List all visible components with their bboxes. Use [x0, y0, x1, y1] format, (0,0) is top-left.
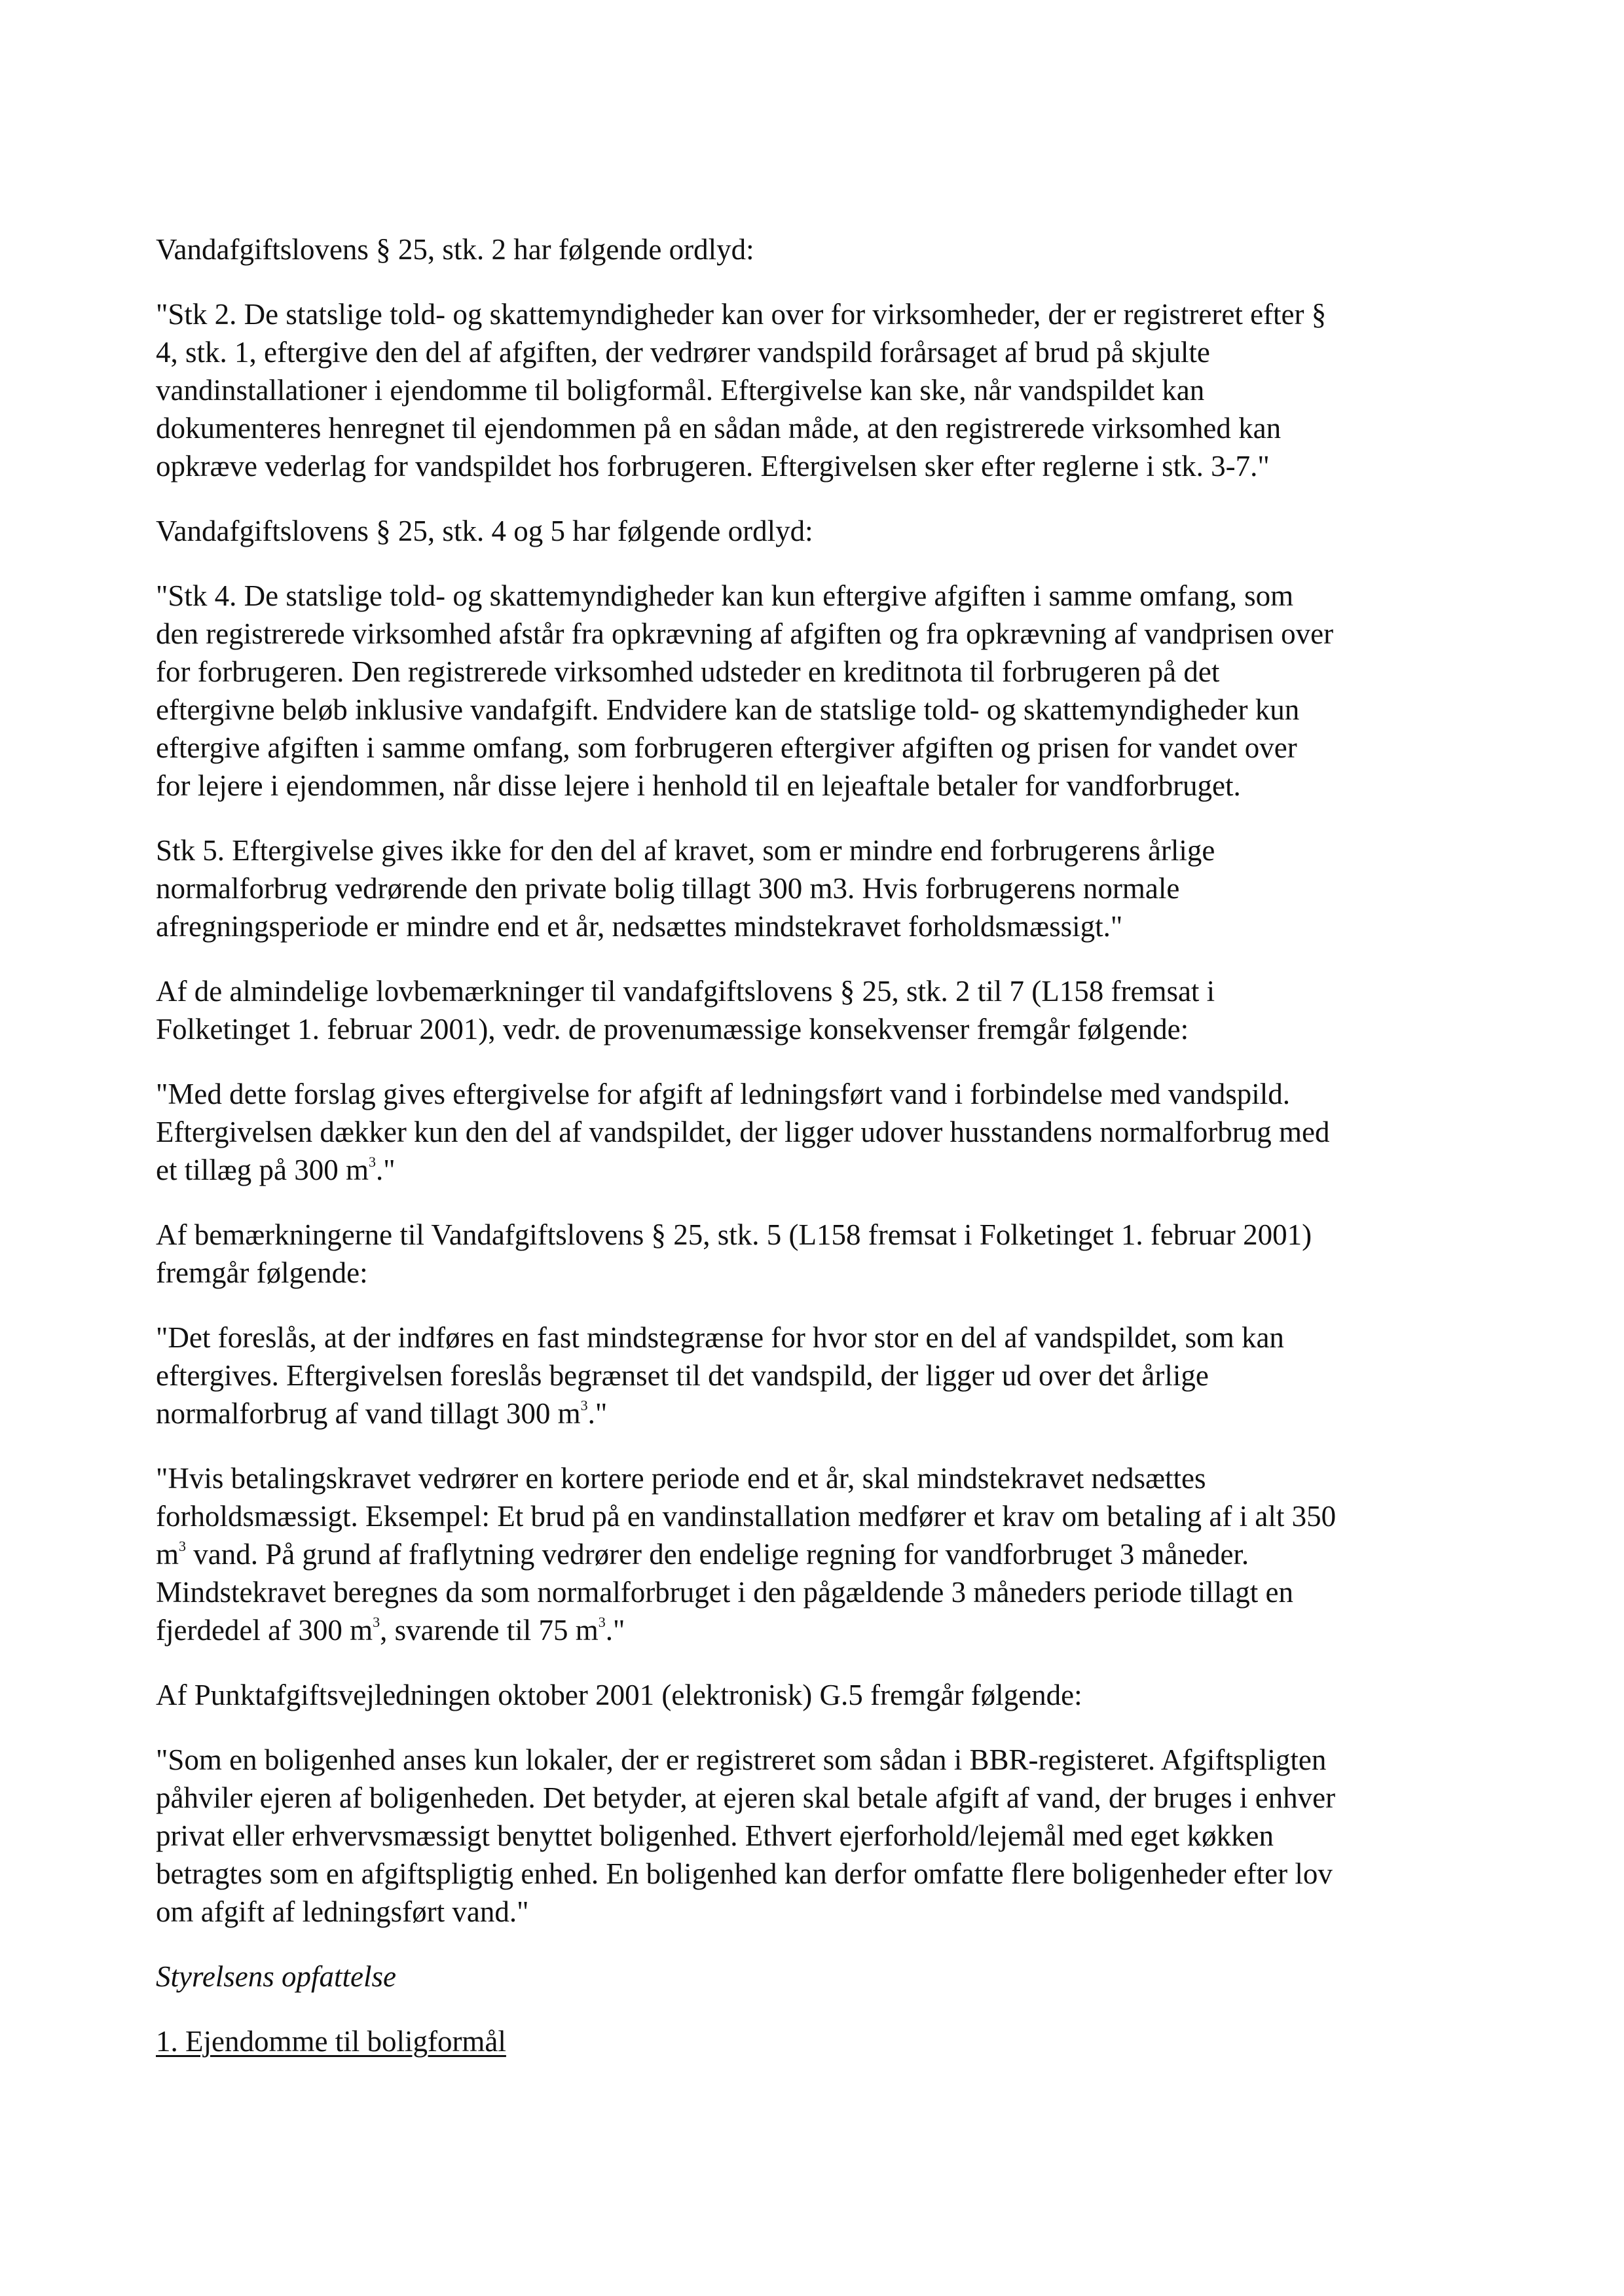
- text-fragment: normalforbrug af vand tillagt 300 m: [156, 1397, 581, 1430]
- section-heading-underlined: [156, 2022, 1472, 2060]
- section-heading-italic: [156, 1958, 1472, 1995]
- superscript: 3: [368, 1154, 376, 1170]
- text-line: om afgift af ledningsført vand.": [156, 1895, 529, 1928]
- text-line: betragtes som en afgiftspligtig enhed. En boligenhed kan derfor omfatte flere boligenheder efter lov: [156, 1857, 1333, 1890]
- text-line: for lejere i ejendommen, når disse lejere i henhold til en lejeaftale betaler for vandforbruget.: [156, 769, 1241, 802]
- paragraph-bemaerkninger-intro: [156, 1216, 1472, 1292]
- paragraph-quote-forslag: [156, 1075, 1472, 1189]
- text-line: eftergive afgiften i samme omfang, som forbrugeren eftergiver afgiften og prisen for vandet over: [156, 731, 1297, 764]
- text-line: [156, 1151, 1472, 1189]
- paragraph-quote-boligenhed: [156, 1741, 1472, 1931]
- superscript: 3: [179, 1538, 187, 1554]
- superscript: 3: [373, 1614, 380, 1630]
- superscript: 3: [598, 1614, 606, 1630]
- text-line: påhviler ejeren af boligenheden. Det betyder, at ejeren skal betale afgift af vand, der bruges i enhver: [156, 1781, 1336, 1814]
- text-line: [156, 1611, 1472, 1649]
- text-line: "Hvis betalingskravet vedrører en kortere periode end et år, skal mindstekravet nedsættes: [156, 1462, 1206, 1495]
- paragraph-lovbemaerkninger-intro: [156, 972, 1472, 1048]
- text-fragment: .": [605, 1614, 625, 1647]
- text-line: [156, 1394, 1472, 1432]
- text-fragment: .": [587, 1397, 608, 1430]
- paragraph-quote-mindstegraense: [156, 1319, 1472, 1432]
- text-line: "Som en boligenhed anses kun lokaler, der er registreret som sådan i BBR-registeret. Afgiftspligten: [156, 1743, 1327, 1776]
- text-fragment: fjerdedel af 300 m: [156, 1614, 373, 1647]
- heading-text: Styrelsens opfattelse: [156, 1960, 397, 1993]
- text-line: dokumenteres henregnet til ejendommen på en sådan måde, at den registrerede virksomhed kan: [156, 412, 1282, 445]
- text-fragment: , svarende til 75 m: [380, 1614, 599, 1647]
- paragraph-quote-eksempel: [156, 1459, 1472, 1649]
- paragraph-punktafgift-intro: [156, 1676, 1472, 1714]
- text-line: afregningsperiode er mindre end et år, nedsættes mindstekravet forholdsmæssigt.": [156, 910, 1123, 943]
- text-line: "Det foreslås, at der indføres en fast mindstegrænse for hvor stor en del af vandspildet, som kan: [156, 1321, 1284, 1354]
- paragraph-quote-stk4: [156, 577, 1472, 805]
- text-fragment: m: [156, 1538, 179, 1571]
- text-line: Af Punktafgiftsvejledningen oktober 2001 (elektronisk) G.5 fremgår følgende:: [156, 1679, 1082, 1711]
- text-fragment: et tillæg på 300 m: [156, 1154, 369, 1186]
- text-fragment: .": [375, 1154, 396, 1186]
- text-line: normalforbrug vedrørende den private bolig tillagt 300 m3. Hvis forbrugerens normale: [156, 872, 1180, 905]
- text-line: Eftergivelsen dækker kun den del af vandspildet, der ligger udover husstandens normalforbrug med: [156, 1116, 1330, 1148]
- paragraph-intro-stk2: [156, 230, 1472, 268]
- text-line: eftergivne beløb inklusive vandafgift. Endvidere kan de statslige told- og skattemyndigheder kun: [156, 693, 1300, 726]
- text-line: for forbrugeren. Den registrerede virksomhed udsteder en kreditnota til forbrugeren på det: [156, 655, 1220, 688]
- text-line: "Stk 2. De statslige told- og skattemyndigheder kan over for virksomheder, der er registreret efter §: [156, 298, 1327, 331]
- text-line: [156, 1535, 1472, 1573]
- text-line: fremgår følgende:: [156, 1256, 368, 1289]
- paragraph-intro-stk4-5: [156, 512, 1472, 550]
- text-line: 4, stk. 1, eftergive den del af afgiften, der vedrører vandspild forårsaget af brud på skjulte: [156, 336, 1210, 369]
- text-line: Stk 5. Eftergivelse gives ikke for den del af kravet, som er mindre end forbrugerens årlige: [156, 834, 1215, 867]
- text-line: "Stk 4. De statslige told- og skattemyndigheder kan kun eftergive afgiften i samme omfang, som: [156, 579, 1294, 612]
- text-line: den registrerede virksomhed afstår fra opkrævning af afgiften og fra opkrævning af vandprisen over: [156, 617, 1334, 650]
- text-line: vandinstallationer i ejendomme til boligformål. Eftergivelse kan ske, når vandspildet kan: [156, 374, 1205, 407]
- paragraph-quote-stk5: [156, 831, 1472, 945]
- text-line: Vandafgiftslovens § 25, stk. 2 har følgende ordlyd:: [156, 233, 754, 266]
- text-line: Af bemærkningerne til Vandafgiftslovens § 25, stk. 5 (L158 fremsat i Folketinget 1. februar 2001): [156, 1218, 1312, 1251]
- text-line: Folketinget 1. februar 2001), vedr. de provenumæssige konsekvenser fremgår følgende:: [156, 1013, 1189, 1046]
- heading-text: 1. Ejendomme til boligformål: [156, 2025, 506, 2058]
- text-fragment: vand. På grund af fraflytning vedrører den endelige regning for vandforbruget 3 måneder.: [186, 1538, 1249, 1571]
- document-page: [156, 230, 1472, 2087]
- text-line: privat eller erhvervsmæssigt benyttet boligenhed. Ethvert ejerforhold/lejemål med eget køkken: [156, 1819, 1274, 1852]
- text-line: eftergives. Eftergivelsen foreslås begrænset til det vandspild, der ligger ud over det årlige: [156, 1359, 1209, 1392]
- paragraph-quote-stk2: [156, 295, 1472, 485]
- text-line: "Med dette forslag gives eftergivelse for afgift af ledningsført vand i forbindelse med vandspild.: [156, 1078, 1291, 1110]
- text-line: Mindstekravet beregnes da som normalforbruget i den pågældende 3 måneders periode tillagt en: [156, 1576, 1293, 1609]
- text-line: opkræve vederlag for vandspildet hos forbrugeren. Eftergivelsen sker efter reglerne i stk. 3-7.": [156, 450, 1270, 483]
- text-line: forholdsmæssigt. Eksempel: Et brud på en vandinstallation medfører et krav om betaling af i alt 350: [156, 1500, 1337, 1533]
- superscript: 3: [580, 1397, 588, 1413]
- text-line: Af de almindelige lovbemærkninger til vandafgiftslovens § 25, stk. 2 til 7 (L158 fremsat i: [156, 975, 1215, 1008]
- text-line: Vandafgiftslovens § 25, stk. 4 og 5 har følgende ordlyd:: [156, 515, 813, 547]
